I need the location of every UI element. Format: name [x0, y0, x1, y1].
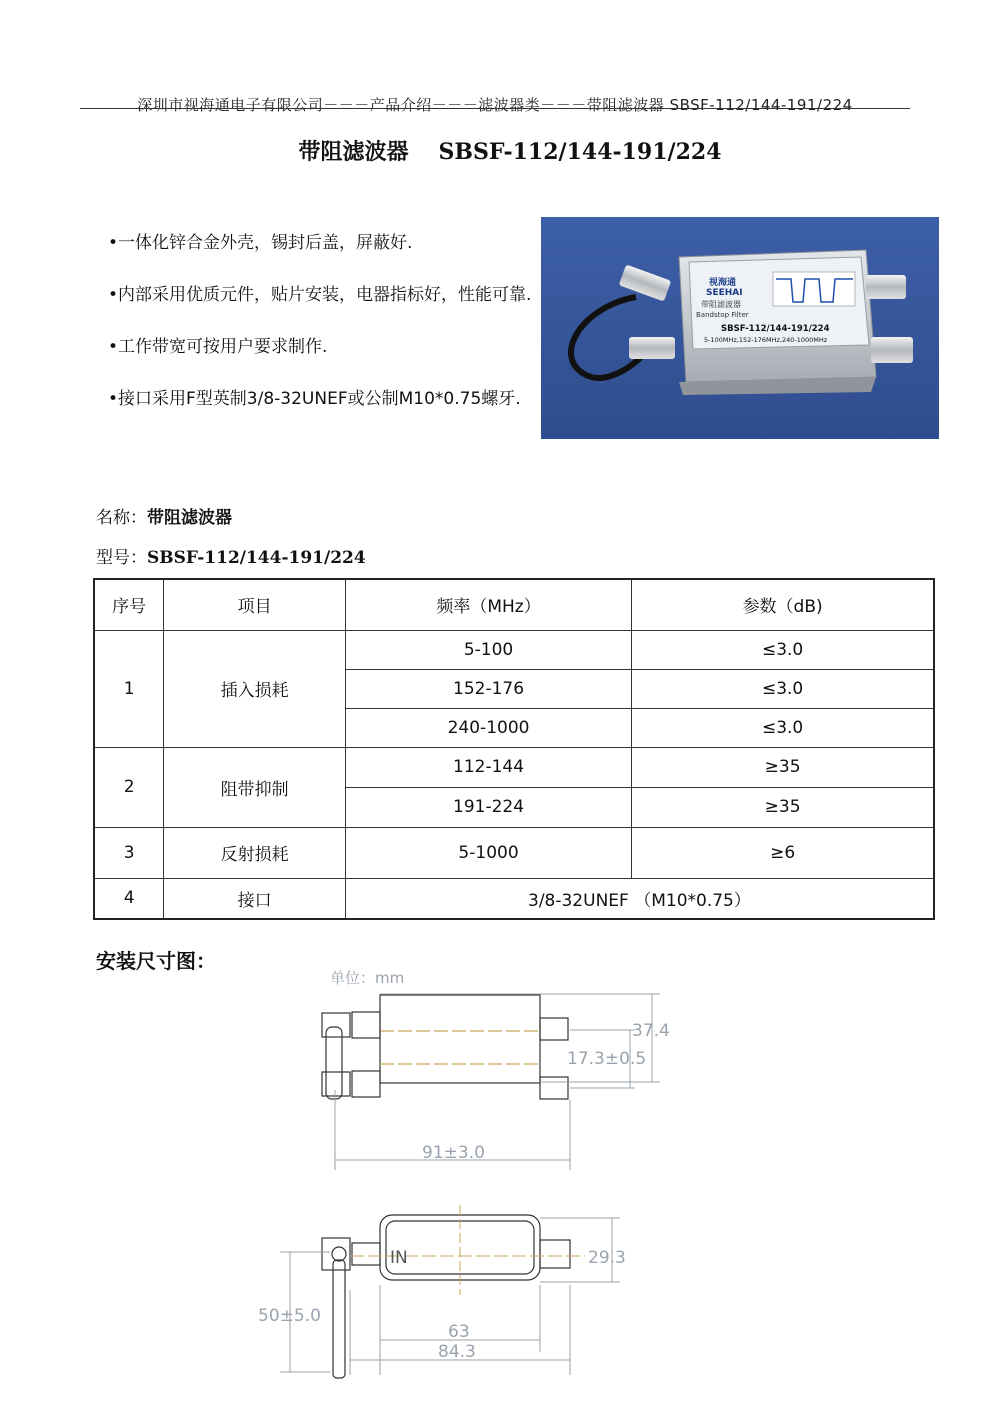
- dim-side-height: 29.3: [588, 1248, 626, 1268]
- unit-label: 单位：mm: [330, 969, 405, 987]
- freq-cell: 240-1000: [345, 708, 631, 747]
- row-item: 反射损耗: [164, 827, 346, 878]
- photo-model: SBSF-112/144-191/224: [721, 324, 830, 334]
- model-value: SBSF-112/144-191/224: [147, 548, 366, 568]
- header-cell: 项目: [164, 579, 346, 630]
- feature-item: •工作带宽可按用户要求制作.: [108, 337, 328, 357]
- row-number: 2: [94, 747, 164, 827]
- freq-cell: 5-1000: [345, 827, 631, 878]
- param-cell: ≤3.0: [632, 630, 934, 669]
- dimension-drawing: [240, 960, 700, 1400]
- page-title: [0, 135, 1000, 166]
- product-model-line: [96, 543, 366, 568]
- model-label: 型号：: [96, 548, 147, 568]
- photo-response-graph: [773, 272, 855, 306]
- freq-cell: 191-224: [345, 787, 631, 827]
- row-item: 接口: [164, 878, 346, 919]
- row-number: 3: [94, 827, 164, 878]
- table-row: [94, 827, 934, 878]
- title-cn: 带阻滤波器: [298, 139, 409, 165]
- product-photo: [541, 217, 939, 439]
- dim-port-spacing: 17.3±0.5: [567, 1049, 647, 1069]
- dim-length: 91±3.0: [422, 1143, 485, 1163]
- dim-cable: 50±5.0: [258, 1306, 321, 1326]
- interface-cell: 3/8-32UNEF （M10*0.75）: [345, 878, 934, 919]
- title-model: SBSF-112/144-191/224: [438, 139, 722, 165]
- dim-body-outer: 84.3: [438, 1342, 476, 1362]
- header-divider: [80, 108, 910, 109]
- photo-bands: 5-100MHz,152-176MHz,240-1000MHz: [704, 336, 828, 344]
- page-header: 深圳市视海通电子有限公司－－－产品介绍－－－滤波器类－－－带阻滤波器 SBSF-112/144-191/224: [137, 96, 853, 114]
- table-row: [94, 878, 934, 919]
- freq-cell: 152-176: [345, 669, 631, 708]
- photo-brand-cn: 视海通: [709, 278, 737, 288]
- photo-product-en: Bandstop Filter: [696, 311, 749, 319]
- row-item: 插入损耗: [164, 630, 346, 747]
- section-title: 安装尺寸图：: [96, 949, 216, 973]
- feature-item: •内部采用优质元件，贴片安装，电器指标好，性能可靠.: [108, 285, 532, 305]
- row-number: 4: [94, 878, 164, 919]
- row-number: 1: [94, 630, 164, 747]
- name-label: 名称：: [96, 508, 147, 528]
- product-name-line: [96, 503, 232, 528]
- spec-table: [93, 578, 935, 920]
- feature-item: •一体化锌合金外壳，锡封后盖，屏蔽好.: [108, 233, 413, 253]
- param-cell: ≤3.0: [632, 708, 934, 747]
- header-cell: 频率（MHz）: [345, 579, 631, 630]
- dim-body-inner: 63: [448, 1322, 470, 1342]
- table-row: [94, 747, 934, 787]
- header-cell: 参数（dB): [632, 579, 934, 630]
- name-value: 带阻滤波器: [147, 508, 232, 528]
- param-cell: ≥6: [632, 827, 934, 878]
- freq-cell: 112-144: [345, 747, 631, 787]
- photo-brand-en: SEEHAI: [706, 288, 743, 298]
- table-row: [94, 630, 934, 669]
- param-cell: ≥35: [632, 747, 934, 787]
- feature-list: [108, 230, 538, 438]
- param-cell: ≥35: [632, 787, 934, 827]
- header-cell: 序号: [94, 579, 164, 630]
- in-label: IN: [390, 1248, 408, 1268]
- table-header-row: [94, 579, 934, 630]
- photo-product-cn: 带阻滤波器: [701, 300, 741, 309]
- param-cell: ≤3.0: [632, 669, 934, 708]
- feature-item: •接口采用F型英制3/8-32UNEF或公制M10*0.75螺牙.: [108, 389, 521, 409]
- freq-cell: 5-100: [345, 630, 631, 669]
- dim-height-total: 37.4: [632, 1021, 670, 1041]
- row-item: 阻带抑制: [164, 747, 346, 827]
